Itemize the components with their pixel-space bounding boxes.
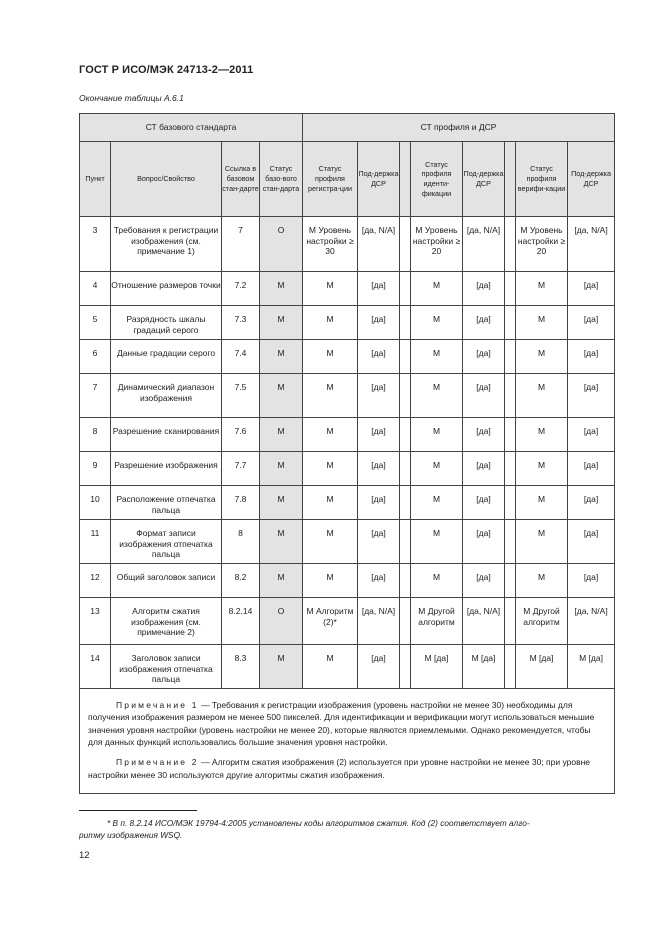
spacer-cell xyxy=(505,452,516,486)
question-cell: Требования к регистрации изображения (см. примечание 1) xyxy=(111,217,222,272)
verification-status-cell: М xyxy=(516,272,568,306)
spacer-cell xyxy=(400,598,411,645)
reference-cell: 7.2 xyxy=(222,272,260,306)
table-row xyxy=(80,564,615,598)
support-cell: [да] xyxy=(463,452,505,486)
registration-status-cell: М xyxy=(303,272,358,306)
support-cell: [да] xyxy=(463,520,505,564)
column-header-status-registration: Статус профиля регистра-ции xyxy=(303,142,358,217)
spacer-cell xyxy=(505,272,516,306)
registration-status-cell: М xyxy=(303,452,358,486)
group-header-profile: СТ профиля и ДСР xyxy=(303,114,615,142)
spacer-cell xyxy=(505,217,516,272)
support-cell: [да, N/A] xyxy=(358,598,400,645)
reference-cell: 8.3 xyxy=(222,645,260,689)
support-cell: [да, N/A] xyxy=(463,217,505,272)
column-header-question: Вопрос/Свойство xyxy=(111,142,222,217)
spacer-cell xyxy=(505,374,516,418)
question-cell: Расположение отпечатка пальца xyxy=(111,486,222,520)
identification-status-cell: М [да] xyxy=(411,645,463,689)
column-header-status-base: Статус базо-вого стан-дарта xyxy=(260,142,303,217)
spacer-cell xyxy=(400,486,411,520)
question-cell: Разрешение изображения xyxy=(111,452,222,486)
spacer-cell xyxy=(505,564,516,598)
support-cell: [да] xyxy=(463,340,505,374)
table-row xyxy=(80,645,615,689)
item-cell: 13 xyxy=(80,598,111,645)
support-cell: [да] xyxy=(568,452,615,486)
identification-status-cell: М xyxy=(411,374,463,418)
base-status-cell: М xyxy=(260,486,303,520)
spacer-cell xyxy=(400,520,411,564)
spacer-cell xyxy=(400,418,411,452)
support-cell: [да] xyxy=(358,452,400,486)
support-cell: [да, N/A] xyxy=(463,598,505,645)
identification-status-cell: М xyxy=(411,340,463,374)
base-status-cell: М xyxy=(260,374,303,418)
table-row xyxy=(80,340,615,374)
column-spacer xyxy=(505,142,516,217)
item-cell: 11 xyxy=(80,520,111,564)
question-cell: Алгоритм сжатия изображения (см. примечание 2) xyxy=(111,598,222,645)
column-header-status-verification: Статус профиля верифи-кации xyxy=(516,142,568,217)
base-status-cell: О xyxy=(260,598,303,645)
spacer-cell xyxy=(400,306,411,340)
question-cell: Разрешение сканирования xyxy=(111,418,222,452)
support-cell: М [да] xyxy=(463,645,505,689)
notes-cell xyxy=(80,689,615,794)
support-cell: [да] xyxy=(568,486,615,520)
support-cell: [да] xyxy=(463,374,505,418)
spacer-cell xyxy=(505,645,516,689)
reference-cell: 7.4 xyxy=(222,340,260,374)
registration-status-cell: М xyxy=(303,306,358,340)
item-cell: 3 xyxy=(80,217,111,272)
base-status-cell: М xyxy=(260,418,303,452)
notes-row xyxy=(80,689,615,794)
support-cell: [да] xyxy=(568,306,615,340)
column-spacer xyxy=(400,142,411,217)
column-header-status-identification: Статус профиля иденти-фикации xyxy=(411,142,463,217)
identification-status-cell: М Уровень настройки ≥ 20 xyxy=(411,217,463,272)
specification-table xyxy=(79,113,615,794)
question-cell: Разрядность шкалы градаций серого xyxy=(111,306,222,340)
verification-status-cell: М xyxy=(516,520,568,564)
base-status-cell: М xyxy=(260,306,303,340)
support-cell: [да] xyxy=(463,306,505,340)
spacer-cell xyxy=(400,272,411,306)
verification-status-cell: М xyxy=(516,374,568,418)
identification-status-cell: М xyxy=(411,564,463,598)
support-cell: [да] xyxy=(463,418,505,452)
support-cell: [да] xyxy=(358,520,400,564)
identification-status-cell: М xyxy=(411,418,463,452)
identification-status-cell: М xyxy=(411,452,463,486)
support-cell: [да] xyxy=(358,564,400,598)
item-cell: 14 xyxy=(80,645,111,689)
support-cell: [да, N/A] xyxy=(358,217,400,272)
verification-status-cell: М Другой алгоритм xyxy=(516,598,568,645)
support-cell: [да, N/A] xyxy=(568,598,615,645)
support-cell: [да] xyxy=(358,645,400,689)
reference-cell: 7.8 xyxy=(222,486,260,520)
reference-cell: 7.3 xyxy=(222,306,260,340)
base-status-cell: О xyxy=(260,217,303,272)
registration-status-cell: М xyxy=(303,418,358,452)
reference-cell: 7.5 xyxy=(222,374,260,418)
question-cell: Общий заголовок записи xyxy=(111,564,222,598)
spacer-cell xyxy=(505,520,516,564)
column-header-support-2: Под-держка ДСР xyxy=(463,142,505,217)
table-row xyxy=(80,374,615,418)
footnote-text: * В п. 8.2.14 ИСО/МЭК 19794-4:2005 установлены коды алгоритмов сжатия. Код (2) соответствует алго- xyxy=(107,818,530,828)
support-cell: [да] xyxy=(358,272,400,306)
spacer-cell xyxy=(400,564,411,598)
item-cell: 7 xyxy=(80,374,111,418)
note-2 xyxy=(88,756,606,781)
support-cell: [да] xyxy=(358,418,400,452)
table-row xyxy=(80,520,615,564)
verification-status-cell: М [да] xyxy=(516,645,568,689)
verification-status-cell: М xyxy=(516,340,568,374)
support-cell: [да] xyxy=(358,486,400,520)
spacer-cell xyxy=(400,452,411,486)
support-cell: [да] xyxy=(568,374,615,418)
identification-status-cell: М xyxy=(411,306,463,340)
spacer-cell xyxy=(400,217,411,272)
registration-status-cell: М Уровень настройки ≥ 30 xyxy=(303,217,358,272)
registration-status-cell: М xyxy=(303,374,358,418)
verification-status-cell: М xyxy=(516,418,568,452)
verification-status-cell: М xyxy=(516,306,568,340)
note-1 xyxy=(88,699,606,748)
verification-status-cell: М Уровень настройки ≥ 20 xyxy=(516,217,568,272)
support-cell: [да] xyxy=(568,340,615,374)
table-row xyxy=(80,217,615,272)
spacer-cell xyxy=(400,645,411,689)
column-header-support-3: Под-держка ДСР xyxy=(568,142,615,217)
verification-status-cell: М xyxy=(516,564,568,598)
reference-cell: 8 xyxy=(222,520,260,564)
note-2-label: Примечание 2 xyxy=(116,757,199,768)
spacer-cell xyxy=(400,340,411,374)
column-header-reference: Ссылка в базовом стан-дарте xyxy=(222,142,260,217)
item-cell: 12 xyxy=(80,564,111,598)
identification-status-cell: М xyxy=(411,486,463,520)
base-status-cell: М xyxy=(260,272,303,306)
note-1-text: — Требования к регистрации изображения (уровень настройки не менее 30) необходимы для получения изображения размером не менее 500 пикселей. Для идентификации и верификации могут использоваться меньшие значения уровня настройки (уровень настройки не менее 20), которые являются приемлемыми. Однако рекомендуется, чтобы для данных функций использовались большие значения уровня настройки. xyxy=(88,700,595,747)
question-cell: Формат записи изображения отпечатка пальца xyxy=(111,520,222,564)
table-row xyxy=(80,452,615,486)
support-cell: [да] xyxy=(358,340,400,374)
spacer-cell xyxy=(505,486,516,520)
reference-cell: 8.2 xyxy=(222,564,260,598)
item-cell: 6 xyxy=(80,340,111,374)
item-cell: 10 xyxy=(80,486,111,520)
reference-cell: 7 xyxy=(222,217,260,272)
item-cell: 8 xyxy=(80,418,111,452)
reference-cell: 8.2.14 xyxy=(222,598,260,645)
base-status-cell: М xyxy=(260,645,303,689)
spacer-cell xyxy=(400,374,411,418)
note-1-label: Примечание 1 xyxy=(116,700,199,710)
support-cell: [да] xyxy=(463,486,505,520)
group-header-base: СТ базового стандарта xyxy=(80,114,303,142)
support-cell: [да, N/A] xyxy=(568,217,615,272)
support-cell: [да] xyxy=(358,306,400,340)
question-cell: Данные градации серого xyxy=(111,340,222,374)
table-row xyxy=(80,418,615,452)
base-status-cell: М xyxy=(260,340,303,374)
support-cell: [да] xyxy=(463,272,505,306)
spacer-cell xyxy=(505,306,516,340)
support-cell: М [да] xyxy=(568,645,615,689)
item-cell: 9 xyxy=(80,452,111,486)
identification-status-cell: М Другой алгоритм xyxy=(411,598,463,645)
spacer-cell xyxy=(505,418,516,452)
base-status-cell: М xyxy=(260,452,303,486)
document-header: ГОСТ Р ИСО/МЭК 24713-2—2011 xyxy=(79,64,254,76)
verification-status-cell: М xyxy=(516,486,568,520)
registration-status-cell: М xyxy=(303,564,358,598)
footnote-continuation: ритму изображения WSQ. xyxy=(79,830,183,841)
support-cell: [да] xyxy=(463,564,505,598)
verification-status-cell: М xyxy=(516,452,568,486)
identification-status-cell: М xyxy=(411,520,463,564)
column-header-support-1: Под-держка ДСР xyxy=(358,142,400,217)
base-status-cell: М xyxy=(260,520,303,564)
support-cell: [да] xyxy=(358,374,400,418)
reference-cell: 7.7 xyxy=(222,452,260,486)
registration-status-cell: М Алгоритм (2)* xyxy=(303,598,358,645)
column-header-item: Пункт xyxy=(80,142,111,217)
table-row xyxy=(80,272,615,306)
footnote xyxy=(79,817,614,842)
support-cell: [да] xyxy=(568,418,615,452)
page-number: 12 xyxy=(79,850,90,861)
question-cell: Заголовок записи изображения отпечатка пальца xyxy=(111,645,222,689)
item-cell: 5 xyxy=(80,306,111,340)
question-cell: Отношение размеров точки xyxy=(111,272,222,306)
support-cell: [да] xyxy=(568,272,615,306)
registration-status-cell: М xyxy=(303,520,358,564)
base-status-cell: М xyxy=(260,564,303,598)
identification-status-cell: М xyxy=(411,272,463,306)
reference-cell: 7.6 xyxy=(222,418,260,452)
registration-status-cell: М xyxy=(303,645,358,689)
table-row xyxy=(80,306,615,340)
note-2-text: — Алгоритм сжатия изображения (2) используется при уровне настройки не менее 30; при уровне настройки менее 30 используются другие алгоритмы сжатия изображения. xyxy=(88,757,591,780)
support-cell: [да] xyxy=(568,520,615,564)
footnote-separator xyxy=(79,810,197,811)
spacer-cell xyxy=(505,340,516,374)
table-caption: Окончание таблицы А.6.1 xyxy=(79,93,184,103)
registration-status-cell: М xyxy=(303,340,358,374)
registration-status-cell: М xyxy=(303,486,358,520)
spacer-cell xyxy=(505,598,516,645)
table-row xyxy=(80,598,615,645)
table-row xyxy=(80,486,615,520)
support-cell: [да] xyxy=(568,564,615,598)
question-cell: Динамический диапазон изображения xyxy=(111,374,222,418)
item-cell: 4 xyxy=(80,272,111,306)
